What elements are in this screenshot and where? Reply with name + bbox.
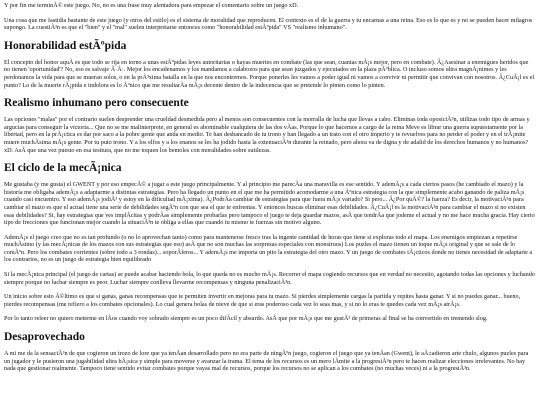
intro-paragraph-1: Y por fin me terminÃ© este juego. No, no es una frase muy alentadora para empezar el comentario sobre un juego xD. — [4, 2, 299, 9]
section-heading-desaprovechado: Desaprovechado — [4, 331, 85, 344]
ciclo-paragraph-1: Me gustaba (y me gusta) el GWENT y por eso empecÃ© a jugar a este juego principalmente. Y al principio me parecÃa una maravilla es ese sentido. Y ademÃ¡s a cada ciertos pasos (he cambiado el mazo) y la historia me obligaba ademÃ¡s a adaptarme a distintas estrategias. Pero ha llegado un punto en el que me ha permitido acomodarme a una Ãºnica estrategia con la que simplemente acabo ganando de paliza mÃ¡s cuando casi encuentro. Y eso ademÃ¡s jodiÃ³ y estoy en la dificultad mÃ¡xima). Â¿PodrÃa cambiar de estrategias para que fuera mÃ¡s variado? Si pero... Â¿Por quÃ©? la fuerza? Es decir, la motivaciÃ³n para cambiar el mazo es que el actual tiene una serie de debilidades segÃºn con que sea el que te enfrentas. Y entonces buscas eliminar esas debilidades. Â¿CuÃ¡l es la motivaciÃ³n para cambiar el mazo si no existen esas debilidades? Si, hay estrategias que ves implÃcitas y podrÃas simplemente probarlas pero tampoco el juego te deja guardar mazos, asÃ que tendrÃa que jodeme el actual y no me hace mucha gracia. Hay cierto tipo de frecciones que funcionan mejor cuando la situaciÃ³n te obliga a ellas que cuando tu mismo te fuerzas sin motivo alguno. — [4, 181, 535, 227]
ciclo-paragraph-3: Si la mecÃ¡nica principal (el juego de cartas) se puede acabar haciendo bola, lo que queda no es mucho mÃ¡s. Recorrer el mapa cogiendo recursos que en verdad no necesito, agotando todas las opciones y luchando siempre porque no luchar siempre es peor. Luchar siempre conlleva llevarme recompensas y ninguna penalizaciÃ³n. — [4, 271, 535, 286]
section-heading-honorabilidad: Honorabilidad estÃºpida — [4, 39, 127, 52]
ciclo-paragraph-5: Por lo tanto releer no quiero meterme en lÃos cuando voy sobrado siempre es un poco difÃcil y absurdo. AsÃ que por mÃ¡s que me gustÃ³ de primeras al final se ha convertido en tremendo slog. — [4, 315, 488, 323]
realismo-paragraph: Las opciones "malas" por el contrario suelen desprender una crueldad desmedida pero al menos son consecuentes con la morralla de lucha que llevas a cabo. Eliminas toda oposiciÃ³n, utilizas todo tipo de armas y argucias para conseguir la victoria... Que no se me malinterprete, en general es abominable cualquiera de las dos vÃas. Porque lo que hacemos a cargo de la reina Meve es librar una guerra supuestamente por la libertad, pero en la prÃ¡ctica es dar por saco a la pobre gente que anda en medio. Te han desbancado de tu trono y han llegado a un trato con el otro imperio y te revuelves para no perder el poder y en el trÃ¡mite muere muchÃsima mÃ¡s gente. Por tu puto trono. Y a los elfos y a los enanos se les ha jodido hasta la extenuaciÃ³n durante la reinado, pero ahora va de digna y de adalid de los derechos humanos y no humanos? xD. AsÃ que una vez puesto en esa tesitura, que no me toquen los bemoles con moralidades sobre sutilezas. — [4, 116, 530, 154]
intro-paragraph-2: Una cosa que me fastidia bastante de este juego (y otros del estilo) es el sistema de moralidad que reproducen. El contexto es el de la guerra y tu encarnas a una reina. Eso es lo que es y no se pueden hacer milagros supongo. La cuestiÃ³n es que el "bien" y el "mal" suelen interpretarse entonces como "honorabilidad estÃºpida" VS "realismo inhumano". — [4, 16, 533, 32]
desaprovechado-paragraph: A mi me da la sensaciÃ³n de que cogieron un trozo de lore que ya tenÃan desarrollado pero no era parte de ningÃºn juego, cogieron el juego que ya tenÃan (Gwent), le aÃ±adieron arte chulo, algunos puzles para un jugador y le pusieron una jugabilidad ultra bÃ¡sica y simple para moverse y avanzar la trama. El tema de los recursos es un mero lÃmite a la progresiÃ³n pero te hacen realizar elecciones irrelevantes. No hay nada que gestionar realmente. Tampoco tiene sentido evitar combates porque vayas mal de recursos, porque los recursos no se aplican a los combates (no muchas veces) ni a la progresiÃ³n. — [4, 350, 529, 373]
section-heading-realismo: Realismo inhumano pero consecuente — [4, 97, 189, 110]
ciclo-paragraph-2: AdemÃ¡s el juego creo que no es tan profundo (o no lo aprovechan tanto) como para mantenerse fresco tras la ingente cantidad de horas que tiene si exploras todo el mapa. Los enemigos empiezan a repetirse muchÃsimo (y las mecÃ¡nicas de los mazos con sus estrategias que eso) asÃ que no son muchas las sorpresas especiales con monstruos) Los puzles el mazo tienen un toque mÃ¡s original y que se sale de lo comÃºn. Pero los combates corrientes (sobre todo a 3 rondas)... soporÃferos... Y ademÃ¡s me importa un pito la estrategia del otro mazo. Y un juego de combates tÃ¡cticos donde no tienes necesidad de adaptarte a los contrarios, no es un juego de estrategia bien equilibrado — [4, 233, 533, 264]
honorabilidad-paragraph: El concepto del honor aquÃ es que todo se rija en torno a unas estÃºpidas leyes autoritarias o hayas muertes en combate (las que sean, cuantas mÃ¡s mejor, pero en combate). Â¿Asesinar a enemigues heridos que no tienen 'oportunidad'? No, eso es salvaje Ã·Ã·. Mejor los encadenamos y los mandamos a calabozos para que sean juzgados y ejecutados en la plaza pÃºblica. O incluso somos ultra magnÃ¡nimes y les perdonamos la vida para que se mueran solos, o en la prÃ³xima batalla en la que nos encontremos. Porque ponerles les vamos a poder igual ni vamos a convivir ni permitir que convivan con nosotros. Â¿CuÃ¡l es el punto? Lo de la muerte rÃ¡pida e indolora es lo Ãºnico que me resultarÃa mÃ¡s decente dentro de la indecencia que se pretende lo pinten como lo pinten. — [4, 58, 535, 89]
section-heading-ciclo: El ciclo de la mecÃ¡nica — [4, 162, 122, 175]
ciclo-paragraph-4: Un inicio sobre esto Ã©ltimo es que si ganas, ganas recompensas que te permiten invertir en mejoras para tu mazo. Si pierdes simplemente cargas la partida y repites hasta ganar. Y si no puedes ganar... bueno, pierdes recompensas (me refiero a los combates opcionales). Lo cual genera bolas de nieve de que si eras poderoso cada vez lo seas mas, y si no lo eras te quedes cada vez mÃ¡s atrÃ¡s. — [4, 293, 521, 308]
